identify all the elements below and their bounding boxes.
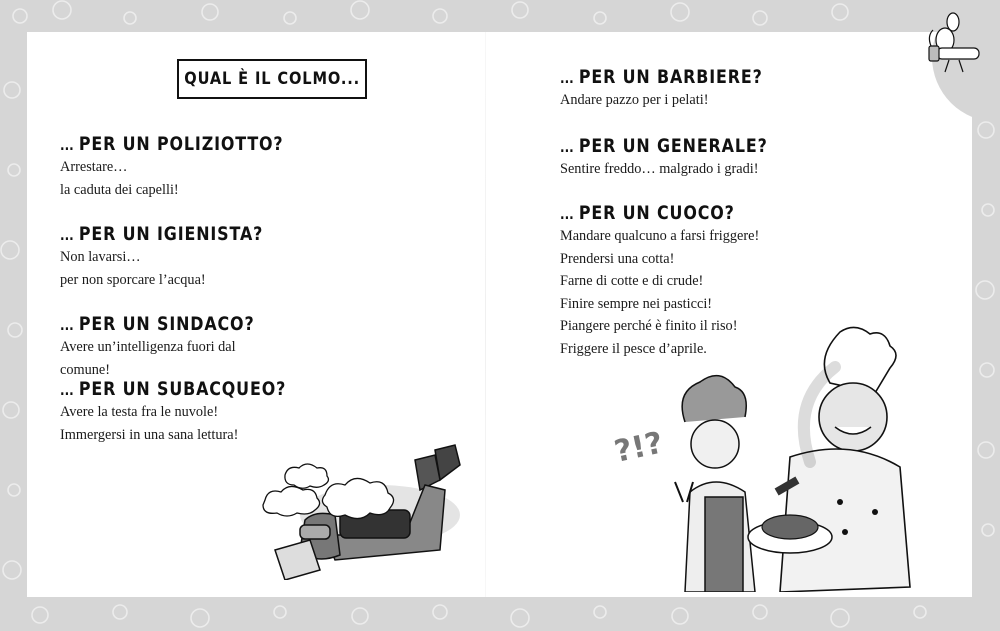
answer-line: Piangere perché è finito il riso! — [560, 318, 738, 334]
answer-line: Avere la testa fra le nuvole! — [60, 404, 219, 420]
answer-line: la caduta dei capelli! — [60, 181, 179, 198]
title-box — [177, 59, 367, 99]
answer-line: Non lavarsi… — [60, 249, 141, 265]
answer-line: Farne di cotte e di crude! — [560, 273, 704, 289]
answer-line: Avere un’intelligenza fuori dal comune! — [60, 339, 236, 378]
exclamation-text: ?!? — [611, 425, 667, 470]
answer-line: per non sporcare l’acqua! — [60, 271, 206, 288]
page-title: QUAL È IL COLMO... — [184, 69, 360, 89]
question-block — [60, 224, 296, 291]
question-block — [560, 67, 796, 112]
page-fold — [485, 32, 486, 597]
chef-barber-illustration — [595, 322, 935, 592]
question-block — [60, 314, 286, 381]
question-heading: ... PER UN CUOCO? — [560, 203, 735, 224]
question-heading: ... PER UN GENERALE? — [560, 136, 768, 157]
question-block — [560, 136, 801, 181]
question-heading: ... PER UN BARBIERE? — [560, 67, 763, 88]
answer-line: Friggere il pesce d’aprile. — [560, 340, 707, 357]
answer-line: Andare pazzo per i pelati! — [560, 92, 709, 108]
answer-line: Sentire freddo… malgrado i gradi! — [560, 161, 759, 177]
question-heading: ... PER UN IGIENISTA? — [60, 224, 264, 245]
question-block — [60, 379, 323, 446]
mouse-rocket-icon — [925, 10, 985, 75]
book-spread — [27, 32, 972, 597]
answer-line: Arrestare… — [60, 159, 128, 175]
question-heading: ... PER UN POLIZIOTTO? — [60, 134, 284, 155]
question-block — [60, 134, 320, 201]
diver-reading-illustration — [245, 440, 465, 580]
question-heading: ... PER UN SUBACQUEO? — [60, 379, 287, 400]
question-heading: ... PER UN SINDACO? — [60, 314, 255, 335]
answer-line: Finire sempre nei pasticci! — [560, 295, 713, 312]
answer-line: Prendersi una cotta! — [560, 250, 675, 267]
answer-line: Mandare qualcuno a farsi friggere! — [560, 228, 760, 244]
answer-line: Immergersi in una sana lettura! — [60, 426, 239, 443]
